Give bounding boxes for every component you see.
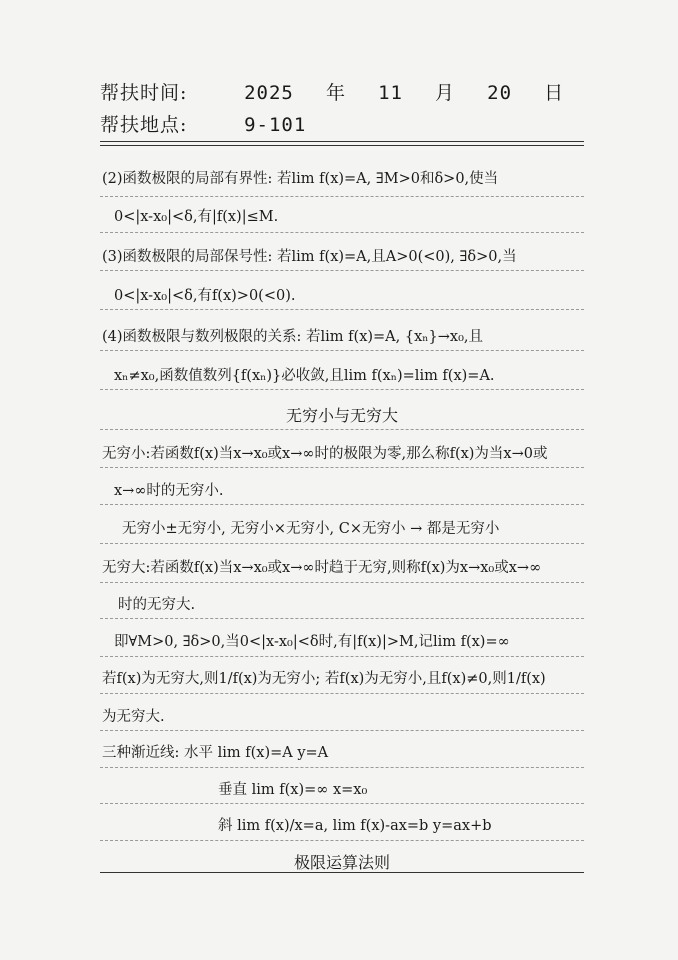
ruled-line <box>100 270 584 271</box>
ruled-line <box>100 196 584 197</box>
note-line-3: (3)函数极限的局部保号性: 若lim f(x)=A,且A>0(<0), ∃δ>0,当 <box>102 249 517 265</box>
note-line-8: 无穷小:若函数f(x)当x→x₀或x→∞时的极限为零,那么称f(x)为当x→0或 <box>102 446 548 462</box>
ruled-line <box>100 840 584 841</box>
note-line-15: 为无穷大. <box>102 709 165 725</box>
section-heading-infinitesimal: 无穷小与无穷大 <box>285 406 398 425</box>
day-value: 20 <box>487 82 513 104</box>
note-line-10: 无穷小±无穷小, 无穷小×无穷小, C×无穷小 → 都是无穷小 <box>122 521 500 537</box>
ruled-line <box>100 803 584 804</box>
ruled-line <box>100 767 584 768</box>
note-line-4: 0<|x-x₀|<δ,有f(x)>0(<0). <box>114 288 296 304</box>
ruled-line <box>100 730 584 731</box>
month-value: 11 <box>378 82 403 104</box>
note-line-12: 时的无穷大. <box>118 597 196 613</box>
year-value: 2025 <box>244 82 294 104</box>
section-heading-limit-rules: 极限运算法则 <box>293 853 390 872</box>
note-line-9: x→∞时的无穷小. <box>114 483 224 499</box>
ruled-line <box>100 429 584 430</box>
day-unit: 日 <box>544 82 565 104</box>
place-value: 9-101 <box>244 114 307 136</box>
ruled-line <box>100 582 584 583</box>
month-unit: 月 <box>435 82 456 104</box>
ruled-line <box>100 232 584 233</box>
ruled-line <box>100 543 584 544</box>
note-line-11: 无穷大:若函数f(x)当x→x₀或x→∞时趋于无穷,则称f(x)为x→x₀或x→∞ <box>102 560 542 576</box>
ruled-line <box>100 618 584 619</box>
help-time-row <box>100 78 564 105</box>
note-line-16: 三种渐近线: 水平 lim f(x)=A y=A <box>102 745 329 761</box>
ruled-line <box>100 693 584 694</box>
header-divider <box>100 141 584 146</box>
ruled-line <box>100 389 584 390</box>
note-line-18: 斜 lim f(x)/x=a, lim f(x)-ax=b y=ax+b <box>218 818 492 834</box>
note-line-5: (4)函数极限与数列极限的关系: 若lim f(x)=A, {xₙ}→x₀,且 <box>102 329 484 345</box>
note-line-1: (2)函数极限的局部有界性: 若lim f(x)=A, ∃M>0和δ>0,使当 <box>102 171 499 187</box>
help-time-label: 帮扶时间: <box>100 82 188 104</box>
ruled-line <box>100 467 584 468</box>
note-line-14: 若f(x)为无穷大,则1/f(x)为无穷小; 若f(x)为无穷小,且f(x)≠0,则1/f(x) <box>102 671 546 687</box>
year-unit: 年 <box>325 82 346 104</box>
ruled-line <box>100 350 584 351</box>
ruled-line <box>100 504 584 505</box>
note-line-2: 0<|x-x₀|<δ,有|f(x)|≤M. <box>114 209 279 225</box>
ruled-line <box>100 656 584 657</box>
note-line-17: 垂直 lim f(x)=∞ x=x₀ <box>218 782 368 798</box>
help-place-label: 帮扶地点: <box>100 114 188 136</box>
note-line-13: 即∀M>0, ∃δ>0,当0<|x-x₀|<δ时,有|f(x)|>M,记lim f(x)=∞ <box>114 634 510 650</box>
help-place-row <box>100 110 306 137</box>
ruled-line <box>100 309 584 310</box>
bottom-rule <box>100 872 584 873</box>
note-line-6: xₙ≠x₀,函数值数列{f(xₙ)}必收敛,且lim f(xₙ)=lim f(x)=A. <box>114 368 495 384</box>
